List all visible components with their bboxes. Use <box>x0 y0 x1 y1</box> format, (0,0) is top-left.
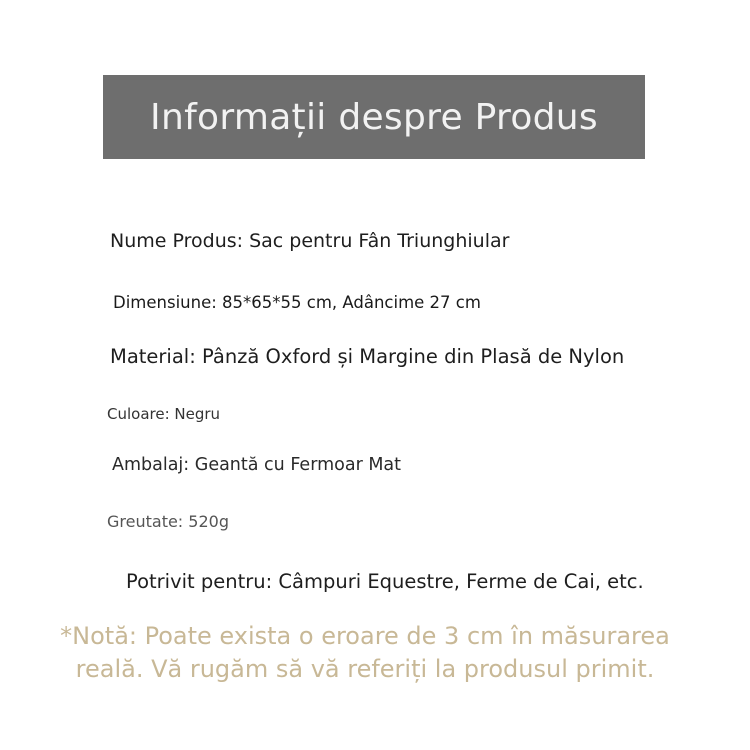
product-name: Nume Produs: Sac pentru Fân Triunghiular <box>110 230 510 252</box>
page-title: Informații despre Produs <box>150 96 598 138</box>
note-line-1: *Notă: Poate exista o eroare de 3 cm în măsurarea <box>60 622 670 650</box>
product-dimensions: Dimensiune: 85*65*55 cm, Adâncime 27 cm <box>113 293 481 312</box>
product-packaging: Ambalaj: Geantă cu Fermoar Mat <box>112 455 402 475</box>
product-suitable-for: Potrivit pentru: Câmpuri Equestre, Ferme de Cai, etc. <box>126 570 644 593</box>
product-color: Culoare: Negru <box>107 405 221 423</box>
title-banner <box>103 75 645 159</box>
measurement-note <box>0 620 730 686</box>
product-weight: Greutate: 520g <box>107 512 229 531</box>
product-material: Material: Pânză Oxford și Margine din Plasă de Nylon <box>110 345 625 368</box>
note-line-2: reală. Vă rugăm să vă referiți la produsul primit. <box>75 655 655 683</box>
